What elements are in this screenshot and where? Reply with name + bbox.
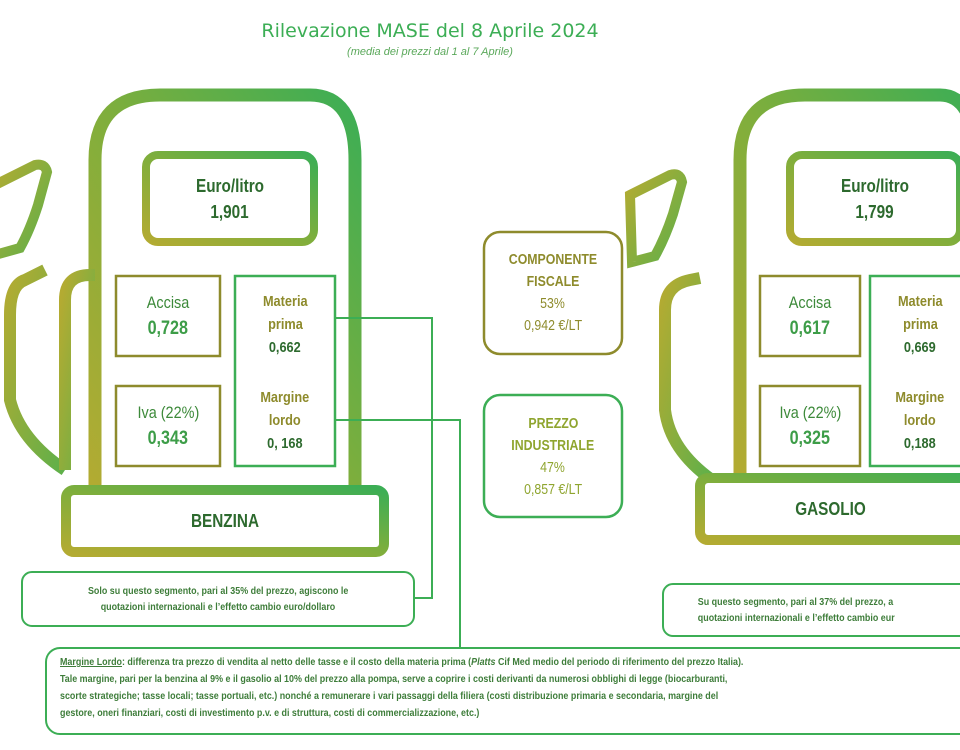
benzina-note: [24, 574, 412, 624]
gasolio-iva: [762, 388, 858, 464]
benzina-fuel-text: BENZINA: [191, 510, 259, 531]
gasolio-margine-lordo: [872, 382, 960, 458]
margine-note-part2: Cif Med medio del periodo di riferimento del prezzo Italia).: [495, 656, 744, 668]
gasolio-margine-label-1: Margine: [895, 388, 945, 406]
margine-note-term: Margine Lordo: [60, 656, 122, 668]
benzina-note-line-2: quotazioni internazionali e l’effetto cambio euro/dollaro: [100, 601, 336, 613]
benzina-margine-label-1: Margine: [260, 388, 310, 406]
gasolio-iva-value: 0,325: [789, 428, 831, 449]
gasolio-accisa-value: 0,617: [789, 318, 831, 339]
benzina-price-value: 1,901: [210, 202, 250, 222]
componente-fiscale: [486, 236, 620, 350]
margine-note-line-2: Tale margine, pari per la benzina al 9% e il gasolio al 10% del prezzo alla pompa, serve a coprire i costi derivanti da numerosi obblighi di legge (biocarburanti,: [60, 673, 728, 685]
gasolio-accisa-label: Accisa: [788, 293, 832, 312]
gasolio-materia-label-1: Materia: [897, 292, 943, 310]
prezzo-industriale-value: 0,857 €/LT: [523, 482, 583, 498]
gasolio-note-line-1: Su questo segmento, pari al 37% del prezzo, a: [697, 596, 894, 608]
prezzo-industriale-percent: 47%: [540, 460, 566, 476]
gasolio-materia-prima: [872, 286, 960, 362]
gasolio-price-label: Euro/litro: [841, 176, 909, 196]
componente-fiscale-line-2: FISCALE: [526, 274, 580, 290]
prezzo-industriale: [486, 400, 620, 514]
benzina-note-line-1: Solo su questo segmento, pari al 35% del prezzo, agiscono le: [87, 585, 349, 597]
gasolio-note-line-2: quotazioni internazionali e l’effetto cambio eur: [697, 612, 895, 624]
benzina-accisa-label: Accisa: [146, 293, 190, 312]
componente-fiscale-line-1: COMPONENTE: [508, 252, 598, 268]
benzina-margine-label-2: lordo: [269, 411, 301, 429]
gasolio-fuel-label: [706, 484, 956, 534]
benzina-accisa: [118, 278, 218, 354]
benzina-margine-lordo: [237, 382, 333, 458]
gasolio-iva-label: Iva (22%): [779, 403, 841, 422]
gasolio-price-display: [794, 158, 956, 240]
margine-note-line-4: gestore, oneri finanziari, costi di investimento p.v. e di struttura, costi di commercializzazione, etc.): [60, 707, 480, 719]
prezzo-industriale-line-1: PREZZO: [528, 416, 578, 432]
gasolio-note: [674, 586, 960, 634]
margine-lordo-note: [60, 654, 956, 732]
benzina-materia-prima: [237, 286, 333, 362]
gasolio-fuel-text: GASOLIO: [795, 498, 867, 519]
margine-note-line-1: [60, 654, 822, 671]
benzina-price-label: Euro/litro: [196, 176, 264, 196]
gasolio-materia-label-2: prima: [902, 315, 938, 333]
benzina-iva-label: Iva (22%): [137, 403, 199, 422]
benzina-iva-value: 0,343: [147, 428, 189, 449]
benzina-materia-label-1: Materia: [262, 292, 308, 310]
page-subtitle: (media dei prezzi dal 1 al 7 Aprile): [347, 46, 513, 58]
componente-fiscale-percent: 53%: [540, 296, 566, 312]
benzina-iva: [118, 388, 218, 464]
gasolio-price-value: 1,799: [855, 202, 895, 222]
gasolio-margine-label-2: lordo: [904, 411, 936, 429]
gasolio-margine-value: 0,188: [904, 434, 936, 452]
gasolio-materia-value: 0,669: [904, 338, 936, 356]
benzina-materia-label-2: prima: [267, 315, 303, 333]
benzina-price-display: [150, 158, 310, 240]
benzina-fuel-label: [72, 496, 378, 546]
componente-fiscale-value: 0,942 €/LT: [523, 318, 583, 334]
page-title: Rilevazione MASE del 8 Aprile 2024: [261, 20, 599, 42]
gasolio-accisa: [762, 278, 858, 354]
margine-note-part1: : differenza tra prezzo di vendita al netto delle tasse e il costo della materia prima (: [121, 656, 472, 668]
margine-note-line-3: scorte strategiche; tasse locali; tasse portuali, etc.) nonché a remunerare i vari passaggi della filiera (costi distribuzione primaria e secondaria, margine del: [60, 690, 719, 702]
prezzo-industriale-line-2: INDUSTRIALE: [511, 438, 595, 454]
benzina-accisa-value: 0,728: [147, 318, 189, 339]
benzina-margine-value: 0, 168: [267, 434, 303, 452]
margine-note-platts: Platts: [471, 656, 496, 668]
benzina-materia-value: 0,662: [269, 338, 301, 356]
